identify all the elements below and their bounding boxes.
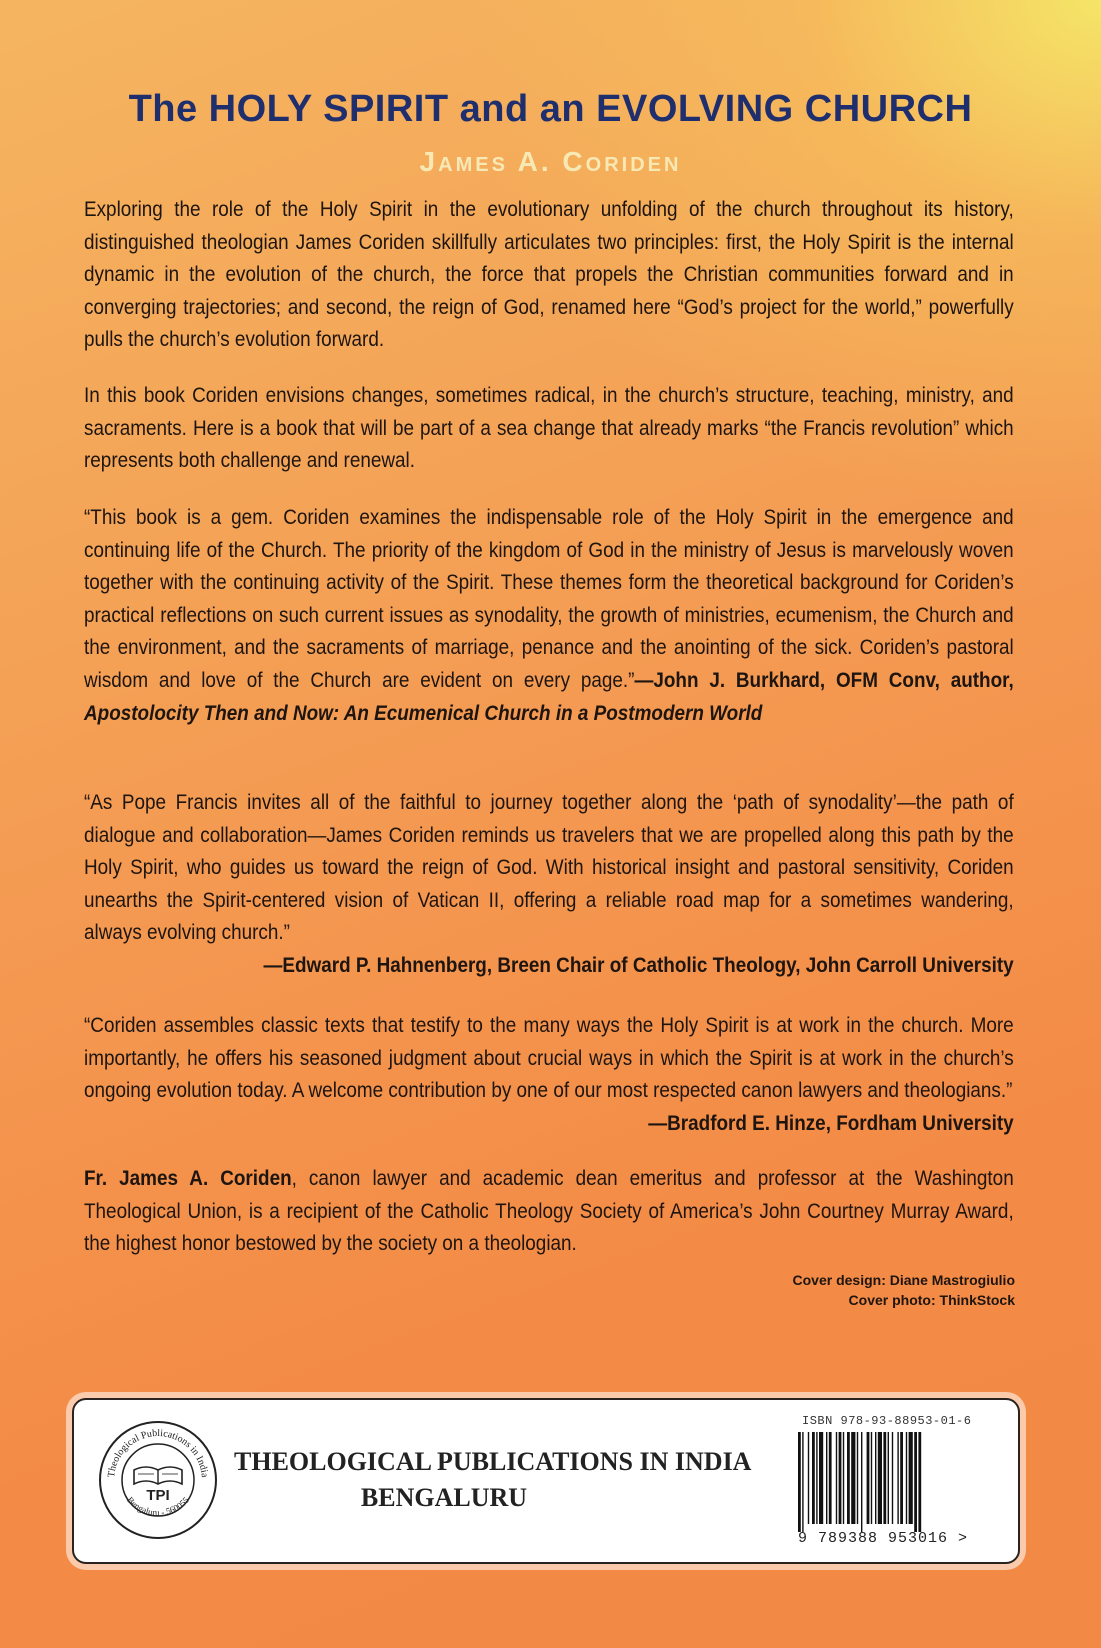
endorsement-hahnenberg-attribution: —Edward P. Hahnenberg, Breen Chair of Catholic Theology, John Carroll University: [263, 953, 1014, 977]
description-text-2: In this book Coriden envisions changes, sometimes radical, in the church’s structure, teaching, ministry, and sacraments. Here is a book that will be part of a sea change that already marks “the Francis revolution” which represents both challenge and renewal.: [84, 384, 1014, 473]
barcode-bar: [802, 1432, 803, 1532]
barcode-bar: [857, 1432, 858, 1524]
open-book-icon: [134, 1467, 182, 1484]
barcode-bar: [871, 1432, 872, 1524]
endorsement-burkhard-book-title: Apostolocity Then and Now: An Ecumenical Church in a Postmodern World: [84, 701, 763, 725]
barcode-bar: [861, 1432, 862, 1532]
author-bio-name: Fr. James A. Coriden: [84, 1167, 292, 1190]
barcode-bar: [829, 1432, 832, 1524]
barcode-bar: [819, 1432, 823, 1524]
barcode-bar: [839, 1432, 842, 1524]
barcode-bar: [914, 1432, 917, 1532]
endorsement-burkhard-text: “This book is a gem. Coriden examines the indispensable role of the Holy Spirit in the emergence and continuing life of the Church. The priority of the kingdom of God in the ministry of Jesus is marvelously woven together with the continuing activity of the Spirit. These themes form the theoretical background for Coriden’s practical reflections on such current issues as synodality, the growth of ministries, ecumenism, the Church and the environment, and the sacraments of marriage, penance and the anointing of the sick. Coriden’s pastoral wisdom and love of the Church are evident on every page.”: [84, 506, 1014, 692]
barcode-bar: [836, 1432, 837, 1524]
barcode-bar: [909, 1432, 913, 1524]
seal-top-text: Theological Publications in India: [106, 1427, 210, 1478]
barcode-bar: [918, 1432, 921, 1532]
barcode-icon: [794, 1432, 994, 1532]
barcode-bar: [867, 1432, 870, 1524]
endorsement-hinze-attribution: —Bradford E. Hinze, Fordham University: [648, 1111, 1014, 1135]
barcode-bar: [826, 1432, 827, 1524]
barcode-bar: [892, 1432, 893, 1524]
author-name: James A. Coriden: [419, 146, 682, 177]
endorsement-burkhard: [84, 502, 1014, 730]
endorsement-hahnenberg: [84, 787, 1014, 983]
endorsement-hinze-quote: [84, 1010, 1014, 1135]
endorsement-hinze-text: “Coriden assembles classic texts that testify to the many ways the Holy Spirit is at work in the church. More importantly, he offers his seasoned judgment about crucial ways in which the Spirit is at work in the church’s ongoing evolution today. A welcome contribution by one of our most respected canon lawyers and theologians.”: [84, 1014, 1014, 1103]
barcode-bar: [906, 1432, 907, 1524]
book-title: The HOLY SPIRIT and an EVOLVING CHURCH: [128, 88, 973, 130]
barcode-bar: [851, 1432, 855, 1524]
barcode-digits: 9 789388 953016 >: [798, 1530, 969, 1547]
barcode-bar: [847, 1432, 850, 1524]
barcode-bar: [812, 1432, 815, 1524]
cover-design-credit: Cover design: Diane Mastrogiulio: [792, 1272, 1015, 1288]
cover-photo-credit: Cover photo: ThinkStock: [848, 1292, 1015, 1308]
seal-abbreviation: TPI: [146, 1487, 170, 1504]
author-bio: [84, 1163, 1014, 1261]
barcode-bar: [808, 1432, 809, 1524]
endorsement-burkhard-quote: [84, 502, 1014, 730]
barcode-bar: [900, 1432, 903, 1524]
description-paragraph-1: [84, 194, 1014, 357]
publisher-name: THEOLOGICAL PUBLICATIONS IN INDIA: [234, 1447, 752, 1476]
barcode-bar: [816, 1432, 817, 1524]
description-paragraph-2: [84, 380, 1014, 478]
barcode-bar: [843, 1432, 844, 1524]
publisher-city: BENGALURU: [360, 1483, 528, 1512]
barcode-bar: [883, 1432, 886, 1524]
cover-credits: [793, 1270, 1015, 1310]
barcode-bar: [888, 1432, 889, 1524]
seal-bottom-text: Bengaluru - 560055: [124, 1494, 192, 1518]
barcode-bar: [897, 1432, 898, 1524]
barcode-bar: [875, 1432, 876, 1524]
endorsement-hinze: [84, 1010, 1014, 1140]
description-text-1: Exploring the role of the Holy Spirit in the evolutionary unfolding of the church throughout its history, distinguished theologian James Coriden skillfully articulates two principles: first, the Holy Spirit is the internal dynamic in the evolution of the church, the force that propels the Christian communities forward and in converging trajectories; and second, the reign of God, renamed here “God’s project for the world,” powerfully pulls the church’s evolution forward.: [84, 198, 1014, 352]
barcode-bar: [878, 1432, 882, 1524]
author-bio-text: [84, 1163, 1014, 1261]
author-bio-body: , canon lawyer and academic dean emeritus and professor at the Washington Theological Union, is a recipient of the Catholic Theology Society of America’s John Courtney Murray Award, the highest honor bestowed by the society on a theologian.: [84, 1167, 1014, 1256]
publisher-panel: [72, 1398, 1020, 1564]
endorsement-burkhard-attribution: —John J. Burkhard, OFM Conv, author,: [634, 668, 1014, 692]
publisher-name-block: [234, 1444, 752, 1516]
endorsement-hahnenberg-text: “As Pope Francis invites all of the faithful to journey together along the ‘path of synodality’—the path of dialogue and collaboration—James Coriden reminds us travelers that we are propelled along this path by the Holy Spirit, who guides us toward the reign of God. With historical insight and pastoral sensitivity, Coriden unearths the Spirit-centered vision of Vatican II, offering a reliable road map for a sometimes wandering, always evolving church.”: [84, 791, 1014, 945]
publisher-seal-logo: [96, 1418, 220, 1542]
barcode-bar: [798, 1432, 801, 1532]
isbn-label: ISBN 978-93-88953-01-6: [802, 1414, 972, 1428]
